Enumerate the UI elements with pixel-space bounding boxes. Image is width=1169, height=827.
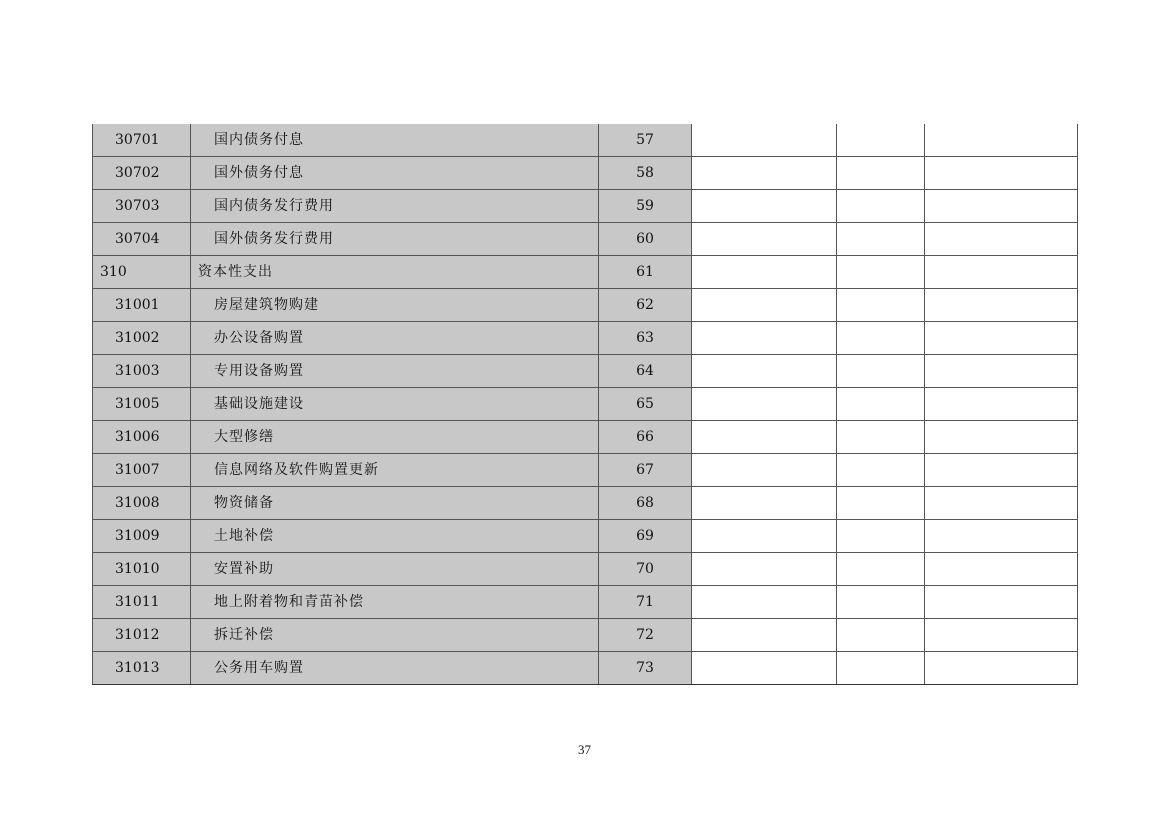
table-row [93,289,1078,322]
account-name-cell: 国内债务付息 [191,124,599,157]
line-number-cell: 73 [599,652,692,685]
line-number-cell: 71 [599,586,692,619]
account-code-cell: 31005 [93,388,191,421]
amount-cell-empty [692,553,837,586]
amount-cell-empty [837,487,925,520]
account-name-cell: 国外债务发行费用 [191,223,599,256]
account-code-cell: 31011 [93,586,191,619]
account-code-cell: 31001 [93,289,191,322]
table-row [93,322,1078,355]
amount-cell-empty [692,289,837,322]
line-number-cell: 69 [599,520,692,553]
account-code-cell: 31006 [93,421,191,454]
table-body [93,124,1078,685]
amount-cell-empty [692,355,837,388]
amount-cell-empty [925,355,1078,388]
amount-cell-empty [925,619,1078,652]
table-row [93,388,1078,421]
amount-cell-empty [837,388,925,421]
amount-cell-empty [837,586,925,619]
account-name-cell: 物资储备 [191,487,599,520]
amount-cell-empty [692,586,837,619]
account-code-cell: 310 [93,256,191,289]
account-name-cell: 国内债务发行费用 [191,190,599,223]
line-number-cell: 72 [599,619,692,652]
line-number-cell: 66 [599,421,692,454]
line-number-cell: 67 [599,454,692,487]
amount-cell-empty [837,553,925,586]
table-row [93,157,1078,190]
amount-cell-empty [925,289,1078,322]
amount-cell-empty [837,124,925,157]
table-row [93,520,1078,553]
amount-cell-empty [925,190,1078,223]
account-code-cell: 31003 [93,355,191,388]
amount-cell-empty [837,454,925,487]
amount-cell-empty [925,388,1078,421]
account-code-cell: 31010 [93,553,191,586]
account-name-cell: 资本性支出 [191,256,599,289]
amount-cell-empty [692,124,837,157]
account-code-cell: 31013 [93,652,191,685]
account-name-cell: 办公设备购置 [191,322,599,355]
table-row [93,619,1078,652]
amount-cell-empty [925,652,1078,685]
amount-cell-empty [837,652,925,685]
amount-cell-empty [837,223,925,256]
amount-cell-empty [692,487,837,520]
amount-cell-empty [925,553,1078,586]
amount-cell-empty [692,157,837,190]
table-row [93,355,1078,388]
amount-cell-empty [925,223,1078,256]
amount-cell-empty [692,421,837,454]
amount-cell-empty [925,454,1078,487]
table-row [93,421,1078,454]
table-row [93,586,1078,619]
amount-cell-empty [692,256,837,289]
line-number-cell: 58 [599,157,692,190]
account-name-cell: 基础设施建设 [191,388,599,421]
table-row [93,487,1078,520]
account-code-cell: 30704 [93,223,191,256]
amount-cell-empty [925,421,1078,454]
line-number-cell: 64 [599,355,692,388]
table-row [93,553,1078,586]
account-code-cell: 31009 [93,520,191,553]
table-row [93,454,1078,487]
table-row [93,124,1078,157]
amount-cell-empty [692,388,837,421]
account-name-cell: 房屋建筑物购建 [191,289,599,322]
amount-cell-empty [837,355,925,388]
account-code-cell: 31007 [93,454,191,487]
amount-cell-empty [837,256,925,289]
amount-cell-empty [837,190,925,223]
amount-cell-empty [692,520,837,553]
line-number-cell: 60 [599,223,692,256]
amount-cell-empty [925,256,1078,289]
amount-cell-empty [692,322,837,355]
amount-cell-empty [692,223,837,256]
account-code-cell: 30703 [93,190,191,223]
account-code-cell: 31002 [93,322,191,355]
amount-cell-empty [925,157,1078,190]
amount-cell-empty [925,322,1078,355]
table-row [93,190,1078,223]
account-name-cell: 土地补偿 [191,520,599,553]
account-name-cell: 国外债务付息 [191,157,599,190]
account-code-cell: 30701 [93,124,191,157]
line-number-cell: 70 [599,553,692,586]
amount-cell-empty [837,289,925,322]
table-row [93,256,1078,289]
account-name-cell: 安置补助 [191,553,599,586]
expenditure-table [92,124,1078,685]
account-name-cell: 专用设备购置 [191,355,599,388]
account-code-cell: 31008 [93,487,191,520]
line-number-cell: 59 [599,190,692,223]
line-number-cell: 63 [599,322,692,355]
line-number-cell: 57 [599,124,692,157]
amount-cell-empty [837,157,925,190]
amount-cell-empty [925,124,1078,157]
amount-cell-empty [925,586,1078,619]
line-number-cell: 62 [599,289,692,322]
amount-cell-empty [925,520,1078,553]
account-code-cell: 30702 [93,157,191,190]
page-number: 37 [578,742,591,757]
line-number-cell: 65 [599,388,692,421]
account-name-cell: 信息网络及软件购置更新 [191,454,599,487]
account-name-cell: 大型修缮 [191,421,599,454]
line-number-cell: 68 [599,487,692,520]
amount-cell-empty [837,322,925,355]
amount-cell-empty [692,619,837,652]
amount-cell-empty [925,487,1078,520]
line-number-cell: 61 [599,256,692,289]
amount-cell-empty [837,619,925,652]
amount-cell-empty [837,520,925,553]
amount-cell-empty [692,454,837,487]
account-code-cell: 31012 [93,619,191,652]
account-name-cell: 公务用车购置 [191,652,599,685]
table-row [93,223,1078,256]
table-row [93,652,1078,685]
account-name-cell: 拆迁补偿 [191,619,599,652]
account-name-cell: 地上附着物和青苗补偿 [191,586,599,619]
amount-cell-empty [837,421,925,454]
amount-cell-empty [692,190,837,223]
amount-cell-empty [692,652,837,685]
